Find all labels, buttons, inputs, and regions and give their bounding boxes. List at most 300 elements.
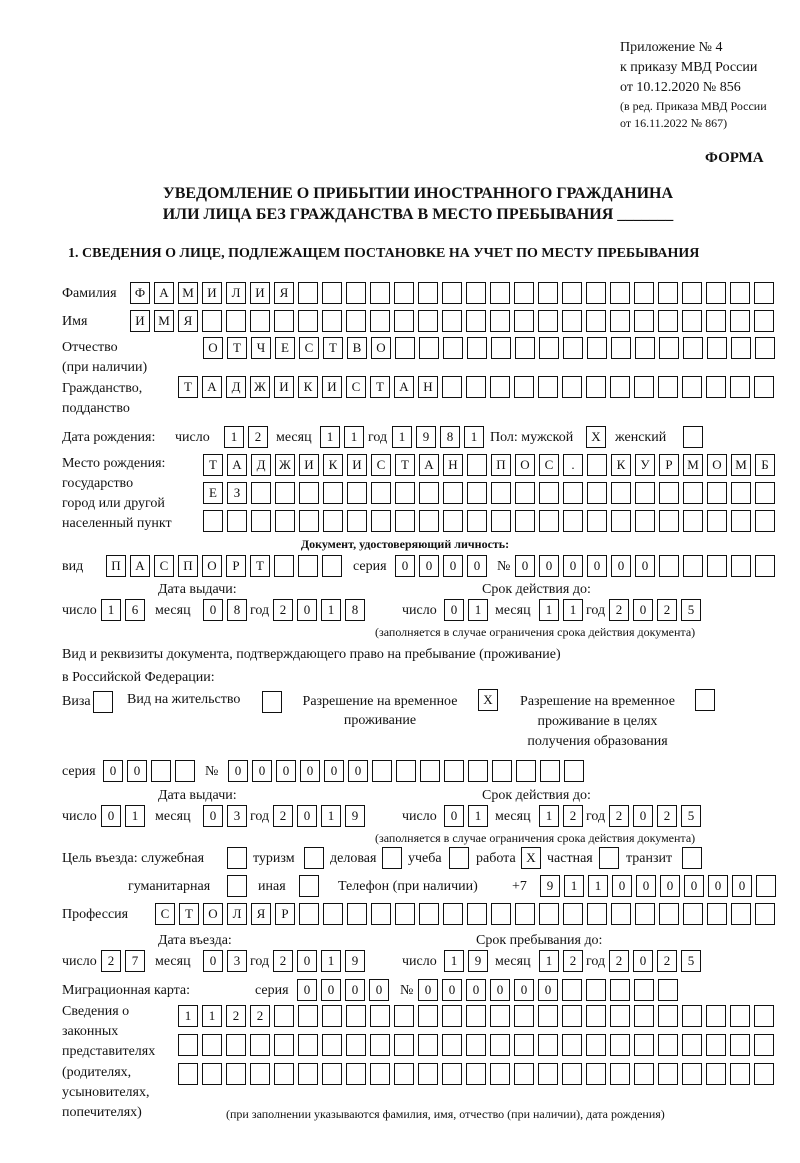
char-cell[interactable]	[538, 1034, 558, 1056]
char-cell[interactable]	[599, 847, 619, 869]
char-cell[interactable]	[274, 1005, 294, 1027]
char-cell[interactable]: 0	[563, 555, 583, 577]
char-cell[interactable]	[322, 1005, 342, 1027]
char-cell[interactable]	[322, 1034, 342, 1056]
char-cell[interactable]: Я	[251, 903, 271, 925]
phone-field[interactable]	[540, 875, 776, 897]
char-cell[interactable]: 2	[226, 1005, 246, 1027]
birth-day-field[interactable]	[224, 426, 268, 448]
char-cell[interactable]	[443, 482, 463, 504]
birth-place-line-2[interactable]	[203, 482, 775, 504]
char-cell[interactable]	[539, 337, 559, 359]
char-cell[interactable]	[466, 1005, 486, 1027]
patronymic-field[interactable]	[203, 337, 775, 359]
char-cell[interactable]	[274, 1063, 294, 1085]
purpose-tourism-checkbox[interactable]	[304, 847, 324, 869]
char-cell[interactable]: 0	[612, 875, 632, 897]
char-cell[interactable]	[467, 454, 487, 476]
char-cell[interactable]	[442, 282, 462, 304]
char-cell[interactable]: 5	[681, 950, 701, 972]
char-cell[interactable]: X	[521, 847, 541, 869]
entry-year[interactable]	[273, 950, 365, 972]
char-cell[interactable]	[468, 760, 488, 782]
char-cell[interactable]	[683, 482, 703, 504]
char-cell[interactable]	[227, 510, 247, 532]
char-cell[interactable]	[634, 1005, 654, 1027]
char-cell[interactable]: Е	[203, 482, 223, 504]
char-cell[interactable]: З	[227, 482, 247, 504]
char-cell[interactable]	[323, 482, 343, 504]
char-cell[interactable]: 0	[635, 555, 655, 577]
char-cell[interactable]	[151, 760, 171, 782]
char-cell[interactable]: 2	[657, 950, 677, 972]
char-cell[interactable]: Ж	[250, 376, 270, 398]
char-cell[interactable]: Ж	[275, 454, 295, 476]
char-cell[interactable]	[514, 1005, 534, 1027]
char-cell[interactable]	[371, 482, 391, 504]
char-cell[interactable]	[394, 310, 414, 332]
char-cell[interactable]	[586, 1063, 606, 1085]
char-cell[interactable]	[370, 1005, 390, 1027]
char-cell[interactable]: Т	[179, 903, 199, 925]
char-cell[interactable]	[516, 760, 536, 782]
char-cell[interactable]	[420, 760, 440, 782]
char-cell[interactable]: 0	[297, 950, 317, 972]
char-cell[interactable]	[491, 337, 511, 359]
res-valid-month[interactable]	[539, 805, 583, 827]
char-cell[interactable]: 1	[321, 599, 341, 621]
char-cell[interactable]	[682, 1034, 702, 1056]
char-cell[interactable]	[322, 1063, 342, 1085]
char-cell[interactable]	[587, 903, 607, 925]
char-cell[interactable]: Я	[274, 282, 294, 304]
char-cell[interactable]: 0	[321, 979, 341, 1001]
char-cell[interactable]	[442, 1034, 462, 1056]
char-cell[interactable]	[346, 1034, 366, 1056]
char-cell[interactable]: 0	[467, 555, 487, 577]
char-cell[interactable]	[347, 510, 367, 532]
char-cell[interactable]: 0	[103, 760, 123, 782]
char-cell[interactable]	[731, 510, 751, 532]
char-cell[interactable]	[683, 903, 703, 925]
char-cell[interactable]	[587, 510, 607, 532]
char-cell[interactable]: 2	[609, 950, 629, 972]
char-cell[interactable]: Т	[370, 376, 390, 398]
doc-issue-month[interactable]	[203, 599, 247, 621]
char-cell[interactable]: Т	[203, 454, 223, 476]
char-cell[interactable]: Р	[275, 903, 295, 925]
char-cell[interactable]: И	[299, 454, 319, 476]
char-cell[interactable]	[611, 337, 631, 359]
char-cell[interactable]	[658, 282, 678, 304]
doc-valid-year[interactable]	[609, 599, 701, 621]
sex-female-checkbox[interactable]	[683, 426, 703, 448]
char-cell[interactable]: 0	[324, 760, 344, 782]
char-cell[interactable]	[611, 510, 631, 532]
char-cell[interactable]	[539, 903, 559, 925]
char-cell[interactable]	[298, 1005, 318, 1027]
char-cell[interactable]: 1	[444, 950, 464, 972]
char-cell[interactable]: 1	[125, 805, 145, 827]
char-cell[interactable]	[346, 310, 366, 332]
char-cell[interactable]: И	[274, 376, 294, 398]
char-cell[interactable]	[682, 282, 702, 304]
char-cell[interactable]	[586, 1005, 606, 1027]
char-cell[interactable]	[178, 1034, 198, 1056]
char-cell[interactable]: 1	[320, 426, 340, 448]
char-cell[interactable]: 1	[464, 426, 484, 448]
char-cell[interactable]	[707, 510, 727, 532]
char-cell[interactable]	[298, 1034, 318, 1056]
char-cell[interactable]	[634, 376, 654, 398]
char-cell[interactable]	[226, 310, 246, 332]
char-cell[interactable]	[298, 282, 318, 304]
char-cell[interactable]	[730, 1034, 750, 1056]
char-cell[interactable]: Е	[275, 337, 295, 359]
char-cell[interactable]: Ф	[130, 282, 150, 304]
char-cell[interactable]	[754, 1034, 774, 1056]
char-cell[interactable]: 2	[248, 426, 268, 448]
char-cell[interactable]	[467, 482, 487, 504]
char-cell[interactable]: 1	[224, 426, 244, 448]
char-cell[interactable]: 0	[444, 599, 464, 621]
char-cell[interactable]	[658, 376, 678, 398]
char-cell[interactable]: 1	[564, 875, 584, 897]
char-cell[interactable]	[731, 903, 751, 925]
char-cell[interactable]	[755, 482, 775, 504]
char-cell[interactable]	[683, 555, 703, 577]
char-cell[interactable]	[419, 482, 439, 504]
char-cell[interactable]: 2	[273, 950, 293, 972]
char-cell[interactable]: 1	[321, 805, 341, 827]
res-number-field[interactable]	[228, 760, 584, 782]
char-cell[interactable]	[538, 376, 558, 398]
char-cell[interactable]	[323, 903, 343, 925]
surname-field[interactable]	[130, 282, 774, 304]
char-cell[interactable]	[634, 1034, 654, 1056]
stay-year[interactable]	[609, 950, 701, 972]
char-cell[interactable]: К	[611, 454, 631, 476]
char-cell[interactable]: 1	[344, 426, 364, 448]
char-cell[interactable]: Р	[659, 454, 679, 476]
char-cell[interactable]: 9	[540, 875, 560, 897]
char-cell[interactable]	[538, 310, 558, 332]
char-cell[interactable]: 0	[684, 875, 704, 897]
char-cell[interactable]	[395, 337, 415, 359]
res-valid-day[interactable]	[444, 805, 488, 827]
char-cell[interactable]: С	[539, 454, 559, 476]
char-cell[interactable]	[514, 1063, 534, 1085]
char-cell[interactable]	[538, 282, 558, 304]
char-cell[interactable]	[610, 282, 630, 304]
char-cell[interactable]: 0	[633, 950, 653, 972]
char-cell[interactable]	[635, 337, 655, 359]
char-cell[interactable]	[658, 1034, 678, 1056]
char-cell[interactable]	[755, 555, 775, 577]
char-cell[interactable]: Л	[227, 903, 247, 925]
entry-month[interactable]	[203, 950, 247, 972]
char-cell[interactable]	[491, 903, 511, 925]
char-cell[interactable]: О	[371, 337, 391, 359]
char-cell[interactable]	[418, 282, 438, 304]
char-cell[interactable]: 0	[203, 599, 223, 621]
char-cell[interactable]: 8	[440, 426, 460, 448]
char-cell[interactable]: 9	[416, 426, 436, 448]
char-cell[interactable]	[562, 310, 582, 332]
char-cell[interactable]	[755, 337, 775, 359]
char-cell[interactable]: С	[371, 454, 391, 476]
char-cell[interactable]: И	[250, 282, 270, 304]
char-cell[interactable]: 1	[321, 950, 341, 972]
char-cell[interactable]	[322, 310, 342, 332]
char-cell[interactable]	[610, 1063, 630, 1085]
char-cell[interactable]: Д	[226, 376, 246, 398]
char-cell[interactable]: А	[394, 376, 414, 398]
char-cell[interactable]	[610, 1005, 630, 1027]
edu-permit-checkbox[interactable]	[695, 689, 715, 711]
char-cell[interactable]	[298, 1063, 318, 1085]
profession-field[interactable]	[155, 903, 775, 925]
char-cell[interactable]	[203, 510, 223, 532]
char-cell[interactable]	[490, 1034, 510, 1056]
char-cell[interactable]: 0	[418, 979, 438, 1001]
char-cell[interactable]	[754, 1005, 774, 1027]
char-cell[interactable]: Т	[395, 454, 415, 476]
char-cell[interactable]: 0	[587, 555, 607, 577]
char-cell[interactable]	[683, 510, 703, 532]
char-cell[interactable]: 7	[125, 950, 145, 972]
res-series-field[interactable]	[103, 760, 195, 782]
char-cell[interactable]: 0	[300, 760, 320, 782]
char-cell[interactable]	[466, 376, 486, 398]
char-cell[interactable]: 0	[538, 979, 558, 1001]
char-cell[interactable]: 1	[178, 1005, 198, 1027]
char-cell[interactable]	[346, 1005, 366, 1027]
char-cell[interactable]: 0	[395, 555, 415, 577]
char-cell[interactable]: 0	[203, 950, 223, 972]
char-cell[interactable]: Н	[418, 376, 438, 398]
char-cell[interactable]	[635, 482, 655, 504]
char-cell[interactable]	[466, 1063, 486, 1085]
char-cell[interactable]: Р	[226, 555, 246, 577]
char-cell[interactable]: 1	[468, 805, 488, 827]
birth-year-field[interactable]	[392, 426, 484, 448]
char-cell[interactable]	[730, 1063, 750, 1085]
char-cell[interactable]	[514, 376, 534, 398]
char-cell[interactable]: М	[154, 310, 174, 332]
char-cell[interactable]: 2	[609, 805, 629, 827]
char-cell[interactable]	[682, 1005, 702, 1027]
char-cell[interactable]: 0	[490, 979, 510, 1001]
char-cell[interactable]	[443, 337, 463, 359]
char-cell[interactable]	[610, 310, 630, 332]
char-cell[interactable]	[586, 1034, 606, 1056]
char-cell[interactable]: 0	[732, 875, 752, 897]
char-cell[interactable]: 0	[444, 805, 464, 827]
char-cell[interactable]	[682, 376, 702, 398]
char-cell[interactable]: 0	[466, 979, 486, 1001]
char-cell[interactable]: X	[478, 689, 498, 711]
char-cell[interactable]	[634, 282, 654, 304]
char-cell[interactable]	[467, 337, 487, 359]
char-cell[interactable]	[227, 875, 247, 897]
char-cell[interactable]	[418, 1034, 438, 1056]
char-cell[interactable]: 0	[101, 805, 121, 827]
char-cell[interactable]	[610, 376, 630, 398]
doc-number-field[interactable]	[515, 555, 775, 577]
char-cell[interactable]	[611, 482, 631, 504]
char-cell[interactable]	[707, 903, 727, 925]
char-cell[interactable]	[634, 310, 654, 332]
char-cell[interactable]	[659, 903, 679, 925]
char-cell[interactable]	[754, 1063, 774, 1085]
char-cell[interactable]	[754, 282, 774, 304]
char-cell[interactable]: 1	[539, 805, 559, 827]
char-cell[interactable]	[419, 337, 439, 359]
res-issue-month[interactable]	[203, 805, 247, 827]
char-cell[interactable]: 3	[227, 805, 247, 827]
char-cell[interactable]	[347, 482, 367, 504]
char-cell[interactable]	[754, 376, 774, 398]
birth-month-field[interactable]	[320, 426, 364, 448]
char-cell[interactable]	[731, 482, 751, 504]
char-cell[interactable]: К	[323, 454, 343, 476]
char-cell[interactable]	[395, 903, 415, 925]
char-cell[interactable]: 0	[514, 979, 534, 1001]
char-cell[interactable]: Т	[178, 376, 198, 398]
res-issue-year[interactable]	[273, 805, 365, 827]
char-cell[interactable]: К	[298, 376, 318, 398]
char-cell[interactable]: В	[347, 337, 367, 359]
char-cell[interactable]	[562, 282, 582, 304]
birth-place-line-1[interactable]	[203, 454, 775, 476]
char-cell[interactable]	[658, 310, 678, 332]
char-cell[interactable]	[490, 282, 510, 304]
char-cell[interactable]	[322, 555, 342, 577]
char-cell[interactable]	[756, 875, 776, 897]
char-cell[interactable]: Т	[227, 337, 247, 359]
name-field[interactable]	[130, 310, 774, 332]
char-cell[interactable]	[490, 376, 510, 398]
char-cell[interactable]	[275, 510, 295, 532]
char-cell[interactable]	[419, 903, 439, 925]
char-cell[interactable]: 0	[708, 875, 728, 897]
purpose-study-checkbox[interactable]	[449, 847, 469, 869]
purpose-other-checkbox[interactable]	[299, 875, 319, 897]
char-cell[interactable]	[394, 1034, 414, 1056]
char-cell[interactable]: А	[202, 376, 222, 398]
char-cell[interactable]	[442, 376, 462, 398]
representatives-line-1[interactable]	[178, 1005, 774, 1027]
char-cell[interactable]: 0	[297, 599, 317, 621]
char-cell[interactable]: 0	[276, 760, 296, 782]
char-cell[interactable]: 6	[125, 599, 145, 621]
char-cell[interactable]: О	[707, 454, 727, 476]
char-cell[interactable]	[370, 1063, 390, 1085]
char-cell[interactable]	[466, 282, 486, 304]
migration-series-field[interactable]	[297, 979, 389, 1001]
char-cell[interactable]: М	[683, 454, 703, 476]
char-cell[interactable]: 2	[101, 950, 121, 972]
char-cell[interactable]	[93, 691, 113, 713]
char-cell[interactable]: 0	[203, 805, 223, 827]
char-cell[interactable]	[467, 510, 487, 532]
char-cell[interactable]	[539, 510, 559, 532]
char-cell[interactable]: 9	[345, 950, 365, 972]
char-cell[interactable]: Ч	[251, 337, 271, 359]
char-cell[interactable]: 1	[539, 599, 559, 621]
char-cell[interactable]	[586, 376, 606, 398]
char-cell[interactable]	[226, 1034, 246, 1056]
char-cell[interactable]: 0	[636, 875, 656, 897]
char-cell[interactable]	[370, 1034, 390, 1056]
char-cell[interactable]: 0	[252, 760, 272, 782]
char-cell[interactable]: 0	[515, 555, 535, 577]
stay-day[interactable]	[444, 950, 488, 972]
char-cell[interactable]	[418, 1005, 438, 1027]
char-cell[interactable]	[394, 1005, 414, 1027]
char-cell[interactable]: С	[155, 903, 175, 925]
char-cell[interactable]	[515, 510, 535, 532]
char-cell[interactable]: 1	[588, 875, 608, 897]
migration-number-field[interactable]	[418, 979, 678, 1001]
char-cell[interactable]	[706, 1005, 726, 1027]
char-cell[interactable]: 0	[297, 979, 317, 1001]
char-cell[interactable]	[298, 555, 318, 577]
res-issue-day[interactable]	[101, 805, 145, 827]
char-cell[interactable]: 0	[127, 760, 147, 782]
char-cell[interactable]: 2	[273, 805, 293, 827]
doc-issue-day[interactable]	[101, 599, 145, 621]
char-cell[interactable]: 0	[228, 760, 248, 782]
char-cell[interactable]	[706, 1063, 726, 1085]
char-cell[interactable]	[707, 482, 727, 504]
char-cell[interactable]	[275, 482, 295, 504]
char-cell[interactable]	[442, 1063, 462, 1085]
char-cell[interactable]: М	[731, 454, 751, 476]
char-cell[interactable]	[274, 310, 294, 332]
visa-checkbox[interactable]	[93, 691, 113, 713]
char-cell[interactable]	[634, 979, 654, 1001]
char-cell[interactable]	[635, 510, 655, 532]
char-cell[interactable]	[490, 1005, 510, 1027]
char-cell[interactable]	[562, 979, 582, 1001]
char-cell[interactable]	[659, 510, 679, 532]
purpose-humanitarian-checkbox[interactable]	[227, 875, 247, 897]
char-cell[interactable]	[467, 903, 487, 925]
char-cell[interactable]	[443, 903, 463, 925]
char-cell[interactable]	[563, 482, 583, 504]
char-cell[interactable]	[346, 282, 366, 304]
char-cell[interactable]: 1	[101, 599, 121, 621]
char-cell[interactable]	[755, 510, 775, 532]
char-cell[interactable]: М	[178, 282, 198, 304]
char-cell[interactable]	[514, 282, 534, 304]
char-cell[interactable]	[586, 282, 606, 304]
char-cell[interactable]: 2	[273, 599, 293, 621]
char-cell[interactable]	[587, 337, 607, 359]
char-cell[interactable]	[251, 482, 271, 504]
purpose-work-checkbox[interactable]	[521, 847, 541, 869]
char-cell[interactable]: 0	[611, 555, 631, 577]
char-cell[interactable]	[587, 482, 607, 504]
char-cell[interactable]: 9	[468, 950, 488, 972]
char-cell[interactable]	[695, 689, 715, 711]
doc-issue-year[interactable]	[273, 599, 365, 621]
char-cell[interactable]	[299, 510, 319, 532]
purpose-transit-checkbox[interactable]	[682, 847, 702, 869]
char-cell[interactable]	[262, 691, 282, 713]
